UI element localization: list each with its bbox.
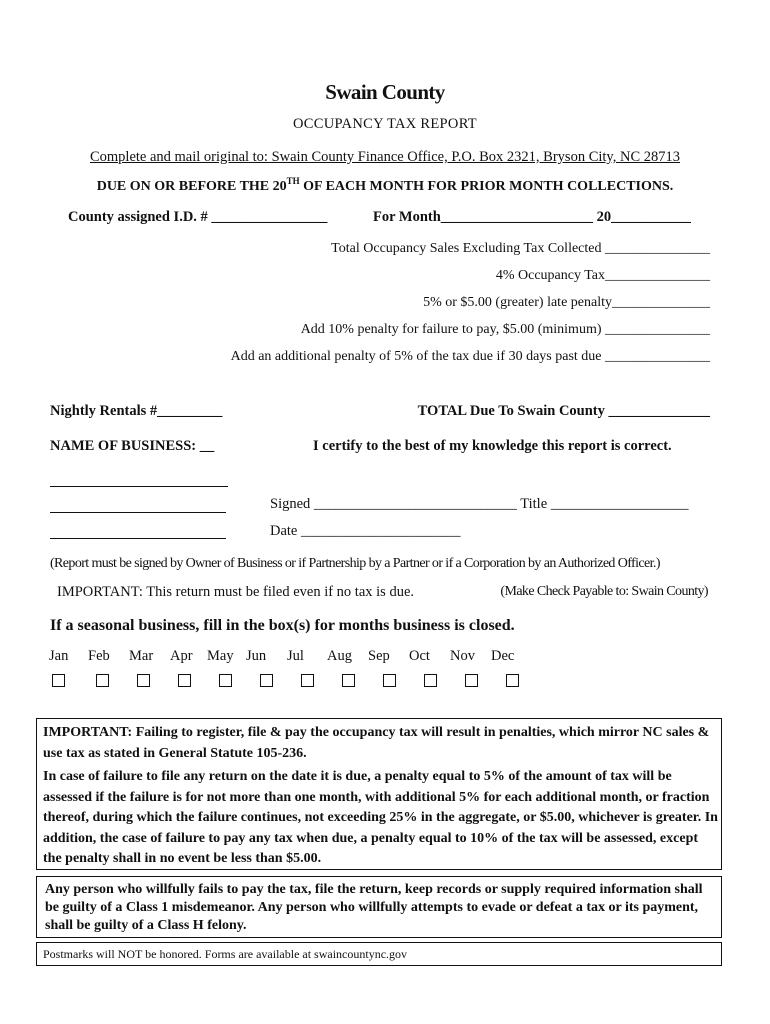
postmarks-notice-box [36, 942, 722, 966]
important-label: IMPORTANT: [43, 725, 133, 740]
checkbox-jul[interactable] [301, 674, 314, 687]
month-label: Jun [246, 648, 267, 664]
month-label: Jul [287, 648, 304, 664]
checkbox-oct[interactable] [424, 674, 437, 687]
checkbox-may[interactable] [219, 674, 232, 687]
misdemeanor-notice-box [36, 876, 722, 938]
report-subtitle: OCCUPANCY TAX REPORT [293, 116, 477, 132]
signature-requirement-note: (Report must be signed by Owner of Business or if Partnership by a Partner or if a Corporation by an Authorized Officer.) [50, 556, 660, 571]
month-label: Nov [450, 648, 475, 664]
seasonal-heading: If a seasonal business, fill in the box(s) for months business is closed. [50, 617, 515, 634]
due-text-end: OF EACH MONTH FOR PRIOR MONTH COLLECTIONS. [299, 179, 674, 194]
total-due-field[interactable]: TOTAL Due To Swain County ______________ [417, 403, 710, 419]
occupancy-tax-field[interactable]: 4% Occupancy Tax_______________ [495, 268, 710, 283]
business-name-field[interactable]: NAME OF BUSINESS: __ [50, 438, 215, 454]
month-label: Aug [327, 648, 352, 664]
month-label: Sep [368, 648, 390, 664]
total-sales-field[interactable]: Total Occupancy Sales Excluding Tax Collected _______________ [331, 241, 710, 256]
for-month-field[interactable]: For Month_____________________ 20___________ [373, 209, 691, 225]
additional-penalty-field[interactable]: Add an additional penalty of 5% of the tax due if 30 days past due _______________ [230, 349, 710, 364]
certification-statement: I certify to the best of my knowledge this report is correct. [313, 438, 672, 454]
checkbox-aug[interactable] [342, 674, 355, 687]
checkbox-sep[interactable] [383, 674, 396, 687]
month-label: Dec [491, 648, 515, 664]
month-label: Apr [170, 648, 193, 664]
postmarks-text: Postmarks will NOT be honored. Forms are available at swaincountync.gov [43, 947, 408, 961]
signature-title-field[interactable]: Signed ____________________________ Title ___________________ [270, 496, 689, 512]
due-superscript: TH [286, 176, 300, 186]
checkbox-apr[interactable] [178, 674, 191, 687]
late-penalty-field[interactable]: 5% or $5.00 (greater) late penalty______________ [423, 295, 710, 310]
penalty-notice-intro [43, 723, 718, 764]
address-line-1[interactable] [50, 486, 228, 487]
checkbox-nov[interactable] [465, 674, 478, 687]
penalty-details: In case of failure to file any return on the date it is due, a penalty equal to 5% of the amount of tax will be assessed if the failure is for not more than one month, with additional 5% for each additional month, or fraction thereof, during which the failure continues, not exceeding 25% in the aggregate, or $5.00, whichever is greater. In addition, the case of failure to pay any tax when due, a penalty equal to 10% of the tax will be assessed, except the penalty shall in no event be less than $5.00. [43, 769, 718, 866]
mailing-instructions: Complete and mail original to: Swain County Finance Office, P.O. Box 2321, Bryson City, NC 28713 [89, 149, 681, 165]
month-label: Mar [129, 648, 154, 664]
address-line-2[interactable] [50, 512, 226, 513]
checkbox-jan[interactable] [52, 674, 65, 687]
failure-to-pay-penalty-field[interactable]: Add 10% penalty for failure to pay, $5.00 (minimum) _______________ [300, 322, 710, 337]
penalty-mirror-text: Failing to register, file & pay the occupancy tax will result in penalties, which mirror NC sales & use tax as stated in General Statute 105-236. [43, 725, 710, 761]
date-field[interactable]: Date ______________________ [270, 523, 461, 539]
payable-notice: (Make Check Payable to: Swain County) [500, 584, 708, 599]
month-label: Oct [409, 648, 430, 664]
county-id-field[interactable]: County assigned I.D. # ________________ [68, 209, 328, 225]
checkbox-jun[interactable] [260, 674, 273, 687]
due-date-notice [0, 176, 770, 195]
month-label: Jan [49, 648, 69, 664]
misdemeanor-text: Any person who willfully fails to pay the tax, file the return, keep records or supply required information shall be guilty of a Class 1 misdemeanor. Any person who willfully attempts to evade or defeat a tax or its payment, shall be guilty of a Class H felony. [45, 882, 703, 933]
checkbox-dec[interactable] [506, 674, 519, 687]
checkbox-mar[interactable] [137, 674, 150, 687]
page-title: Swain County [325, 80, 445, 104]
address-line-3[interactable] [50, 538, 226, 539]
checkbox-feb[interactable] [96, 674, 109, 687]
month-label: May [207, 648, 234, 664]
penalty-notice-box [36, 718, 722, 870]
nightly-rentals-field[interactable]: Nightly Rentals #_________ [50, 403, 223, 419]
due-text-start: DUE ON OR BEFORE THE 20 [96, 179, 287, 194]
month-label: Feb [88, 648, 110, 664]
must-file-notice: IMPORTANT: This return must be filed even if no tax is due. [57, 584, 415, 600]
